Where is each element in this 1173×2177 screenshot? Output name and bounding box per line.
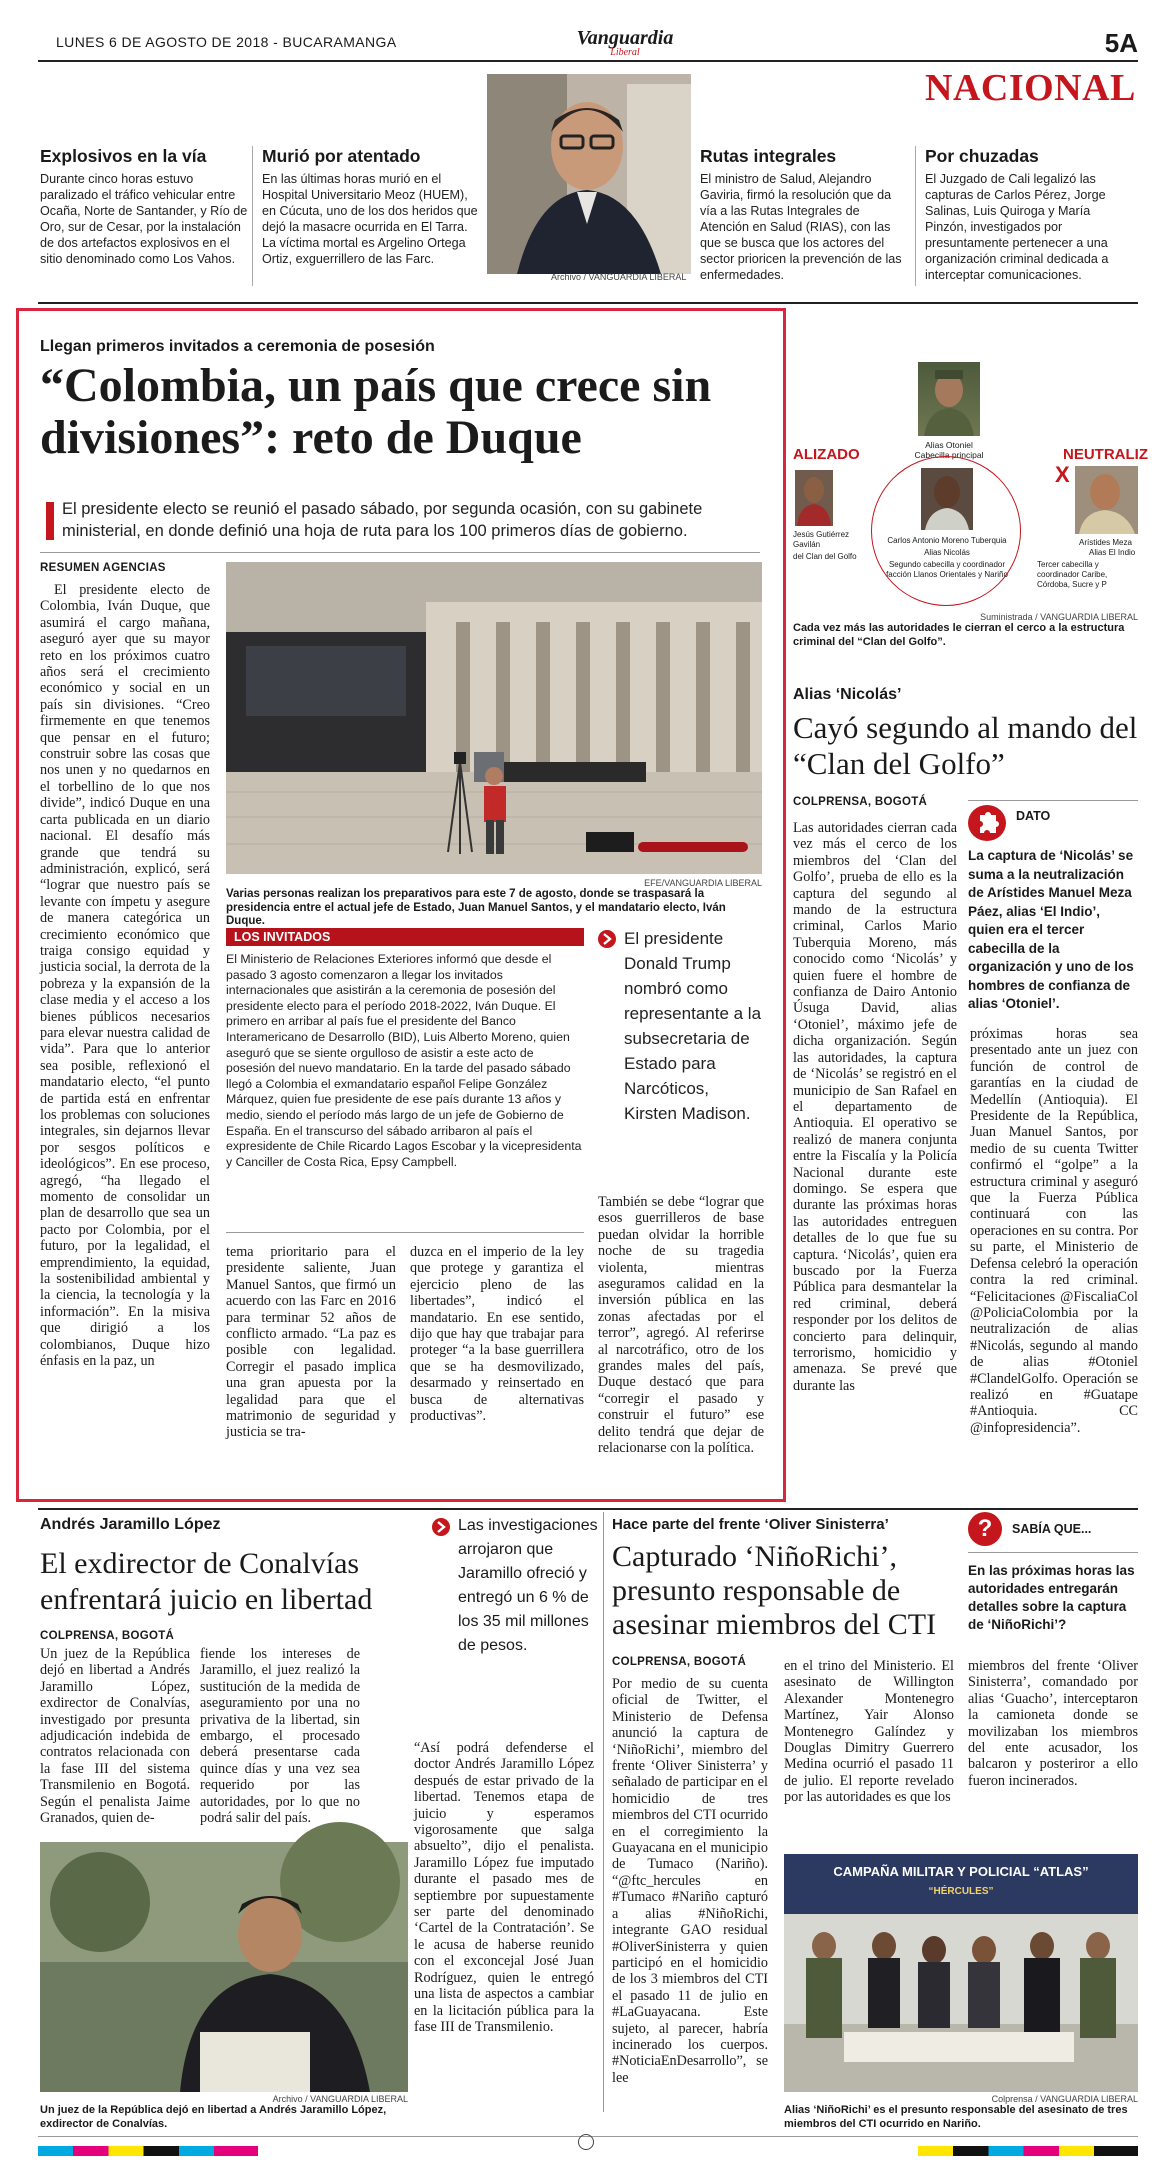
- puzzle-icon: [968, 805, 1006, 841]
- logo-main: Vanguardia: [576, 27, 674, 49]
- sabia-label: SABÍA QUE...: [1012, 1522, 1092, 1536]
- center-photo: [921, 468, 973, 530]
- ninorichi-col1: Por medio de su cuenta oficial de Twitter, el Ministerio de Defensa anunció la captura de ‘NiñoRichi’, miembro del frente ‘Oliver Sinisterra’ y señalado de participar en el homicidio de tres miembros del CTI ocurrido en el corregimiento la Guayacana en el municipio de Tumaco (Nariño). “@ftc_hercules en #Tumaco #Nariño capturó a alias #NiñoRichi, integrante GAO residual #OliverSinisterra y quien participó en el homicidio de los 3 miembros del CTI el pasado 11 de julio en #LaGuayacana. Este sujeto, al parecer, habría incinerado los cuerpos. #NoticiaEnDesarrollo”, se lee: [612, 1676, 768, 2086]
- brief-divider: [915, 146, 916, 286]
- main-col3: duzca en el imperio de la ley que protege y garantiza el ejercicio pleno de las libertades”, indicó el mandatario. En ese sentido, dijo que hay que trabajar para proteger “a la base guerrillera que se ha desmovilizado, desarmado y reinsertado en busca de alternativas productivas”.: [410, 1244, 584, 1425]
- invitados-bar: [226, 928, 584, 946]
- main-photo-caption: Varias personas realizan los preparativos para este 7 de agosto, donde se traspasará la presidencia entre el actual jefe de Estado, Juan Manuel Santos, y el mandatario electo, Iván Duque.: [226, 888, 726, 927]
- photo-banner-sub: “HÉRCULES”: [928, 1886, 994, 1897]
- right-role: Tercer cabecilla y coordinador Caribe, Córdoba, Sucre y P: [1037, 560, 1108, 589]
- invitados-box-rule: [226, 1232, 584, 1233]
- clan-col2: próximas horas sea presentado ante un juez con función de control de garantías en la ciudad de Medellín (Antioquia). El Presidente de la República, Juan Manuel Santos, por medio de su cuenta Twitter confirmó el “golpe” a la estructura criminal y aseguró que la Fuerza Pública continuará con las operaciones en su contra. Por su parte, el Ministerio de Defensa celebró la operación contra la red criminal. “Felicitaciones @FiscaliaCol @PoliciaColombia por la neutralización de alias #Nicolás, segundo al mando de alias #Otoniel #ClandelGolfo. Operación se realizó en #Guatape #Antioquia. CC @infopresidencia”.: [970, 1026, 1138, 1436]
- invitados-text: El Ministerio de Relaciones Exteriores informó que desde el pasado 3 agosto comenzaron a llegar los invitados internacionales que asistirán a la ceremonia de posesión del presidente electo para el período 2018-2022, Iván Duque. El primero en arribar al país fue el presidente del Banco Interamericano de Desarrollo (BID), Luis Alberto Moreno, quien aseguró que se siente orgulloso de asistir a este acto de posesión del nuevo mandatario. En la tarde del pasado sábado llegó a Colombia el exmandatario español Felipe González Márquez, quien fue presidente de ese país durante 13 años y medio, siendo el período más largo de un jefe de Gobierno de España. En el transcurso del sábado arribaron al país el expresidente de Chile Ricardo Lagos Escobar y la vicepresidenta y Canciller de Costa Rica, Epsy Campbell.: [226, 952, 582, 1169]
- gaviria-photo: [487, 74, 691, 274]
- brief-text: El Juzgado de Cali legalizó las capturas de Carlos Pérez, Jorge Salinas, Luis Quiroga y María Pinzón, investigados por presuntamente pertenecer a una organización criminal dedicada a interceptar comunicaciones.: [925, 172, 1109, 282]
- main-col2: tema prioritario para el presidente saliente, Juan Manuel Santos, que firmó un acuerdo con las Farc en 2016 para terminar 52 años de conflicto armado. “La paz es posible con legalidad. Corregir el pasado implica una gran apuesta por la legalidad para que el matrimonio de seguridad y justicia se tra-: [226, 1244, 396, 1441]
- center-alias: Alias Nicolás: [924, 548, 970, 557]
- logo-sub: Liberal: [610, 47, 640, 58]
- sabia-rule: [968, 1552, 1138, 1553]
- bottom-col-divider: [603, 1512, 604, 2112]
- ninorichi-kicker: Hace parte del frente ‘Oliver Sinisterra’: [612, 1516, 889, 1533]
- dato-label: DATO: [1016, 809, 1051, 823]
- registration-mark-icon: [578, 2134, 594, 2150]
- clan-headline: Cayó segundo al mando del “Clan del Golfo”: [793, 710, 1138, 781]
- page-number: 5A: [1104, 28, 1138, 58]
- center-name: Carlos Antonio Moreno Tuberquia: [887, 536, 1007, 545]
- invitados-title: LOS INVITADOS: [234, 930, 331, 944]
- dateline: LUNES 6 DE AGOSTO DE 2018 - BUCARAMANGA: [56, 34, 397, 50]
- brief-photo-credit: Archivo / VANGUARDIA LIBERAL: [551, 272, 687, 282]
- right-photo: [1075, 466, 1138, 534]
- clan-byline: COLPRENSA, BOGOTÁ: [793, 796, 928, 808]
- photo-banner: CAMPAÑA MILITAR Y POLICIAL “ATLAS”: [833, 1864, 1089, 1879]
- clan-col1: Las autoridades cierran cada vez más el cerco de los miembros del ‘Clan del Golfo’, prueba de ello es la captura del segundo al mando de la estructura criminal, Carlos Mario Tuberquia Moreno, más conocido como ‘Nicolás’ y quien fuere el hombre de confianza de Dairo Antonio Úsuga David, alias ‘Otoniel’, máximo jefe de dicha organización. Según las autoridades, la captura de ‘Nicolás’ se registró en el municipio de San Rafael en el departamento de Antioquia. El operativo se realizó de manera conjunta entre la Fiscalía y la Policía Nacional durante este domingo. Se espera que durante las próximas horas las autoridades entreguen detalles de lo que fue su captura. ‘Nicolás’, quien era buscado por la Fuerza Pública para desmantelar la red criminal, deberá responder por los delitos de concierto para delinquir, terrorismo, homicidio y amenaza. Se prevé que durante las: [793, 820, 957, 1394]
- conalvias-col2: fiende los intereses de Jaramillo, el juez realizó la sustitución de la medida de aseguramiento por una no privativa de la libertad, sin embargo, el procesado deberá presentarse cada quince días y una vez sea requerido por las autoridades, por lo que no podrá salir del país.: [200, 1646, 360, 1827]
- pullquote-arrow-icon: [598, 930, 616, 948]
- ninorichi-photo: [784, 1854, 1138, 2092]
- ninorichi-byline: COLPRENSA, BOGOTÁ: [612, 1656, 747, 1668]
- conalvias-pullquote: Las investigaciones arrojaron que Jaramillo ofreció y entregó un 6 % de los 35 mil millones de pesos.: [458, 1517, 598, 1654]
- sabia-box: [968, 1512, 1138, 1650]
- brief-murio: [262, 146, 482, 267]
- main-pullquote: El presidente Donald Trump nombró como representante a la subsecretaria de Estado para Narcóticos, Kirsten Madison.: [624, 929, 762, 1123]
- main-lead: El presidente electo se reunió el pasado sábado, por segunda ocasión, con su gabinete ministerial, en donde definió una hoja de ruta para los 100 primeros días de gobierno.: [62, 500, 703, 540]
- left-name: Jesús Gutiérrez: [793, 530, 850, 539]
- main-byline: RESUMEN AGENCIAS: [40, 562, 166, 574]
- conalvias-byline: COLPRENSA, BOGOTÁ: [40, 1630, 175, 1642]
- conalvias-photo-caption: Un juez de la República dejó en libertad a Andrés Jaramillo López, exdirector de Conalvías.: [40, 2104, 387, 2130]
- graphic-credit: Suministrada / VANGUARDIA LIBERAL: [980, 612, 1138, 622]
- lead-marker: [46, 502, 54, 540]
- ninorichi-photo-caption: Alias ‘NiñoRichi’ es el presunto responsable del asesinato de tres miembros del CTI ocurrido en Nariño.: [784, 2104, 1128, 2130]
- ninorichi-headline: Capturado ‘NiñoRichi’, presunto responsable de asesinar miembros del CTI: [612, 1540, 937, 1641]
- brief-rutas: [700, 146, 910, 283]
- page-header: [38, 28, 1138, 58]
- brief-title: Murió por atentado: [262, 146, 421, 166]
- otoniel-role: Cabecilla principal: [914, 450, 984, 460]
- brief-title: Por chuzadas: [925, 146, 1039, 166]
- bottom-rule: [38, 1508, 1138, 1510]
- brief-text: En las últimas horas murió en el Hospital Universitario Meoz (HUEM), en Cúcuta, uno de los dos heridos que dejó la masacre ocurrida en El Tarra. La víctima mortal es Argelino Ortega Ortiz, exguerrillero de las Farc.: [262, 172, 478, 266]
- left-alias: Gavilán: [793, 540, 821, 549]
- court-illustration: [40, 1842, 408, 2092]
- ninorichi-col2: en el trino del Ministerio. El asesinato de Willington Alexander Montenegro Martínez, Yair Alonso Montenegro Galíndez y Douglas Dimitry Guerrero Medina ocurrió el pasado 11 de julio. El reporte revelado por las autoridades es que los: [784, 1658, 954, 1806]
- ninorichi-photo-credit: Colprensa / VANGUARDIA LIBERAL: [991, 2094, 1138, 2104]
- left-role: del Clan del Golfo: [793, 552, 857, 561]
- brief-text: Durante cinco horas estuvo paralizado el tráfico vehicular entre Ocaña, Norte de Santander, y Río de Oro, sur de Cesar, por la instalación de dos artefactos explosivos en el sitio denominado como Los Vahos.: [40, 172, 248, 266]
- conalvias-col3: “Así podrá defenderse el doctor Andrés Jaramillo López después de estar privado de la libertad. Tenemos etapa de juicio y esperamos vigorosamente que salga absuelto”, dijo el penalista. Jaramillo López fue imputado durante el pasado mes de septiembre por supuestamente ser parte del denominado ‘Cartel de la Contratación’. Se le acusa de haberse reunido con el exconcejal José Juan Rodríguez, quien le entregó una lista de aspectos a cambiar en la licitación pública para la fase III de Transmilenio.: [414, 1740, 594, 2035]
- brief-title: Explosivos en la vía: [40, 146, 207, 166]
- question-icon: ?: [968, 1512, 1002, 1546]
- section-title: NACIONAL: [925, 67, 1136, 109]
- dato-box: [968, 800, 1138, 1016]
- brief-chuzadas: [925, 146, 1135, 283]
- conalvias-kicker: Andrés Jaramillo López: [40, 1516, 221, 1533]
- plaza-illustration: [226, 562, 762, 874]
- right-name: Arístides Meza: [1079, 538, 1132, 547]
- ninorichi-col3: miembros del frente ‘Oliver Sinisterra’, comandado por alias ‘Guacho’, interceptaron la camioneta donde se movilizaban los miembros del ente acusador, los balcaron y posteriror a ello fueron incinerados.: [968, 1658, 1138, 1789]
- main-col1: El presidente electo de Colombia, Iván Duque, que asumirá el cargo mañana, aseguró ayer que su mayor reto en los próximos cuatro años será el crecimiento económico y social en un país sin divisiones. “Creo firmemente en que tenemos que pensar en el futuro; construir sobre las cosas que nos unen y no quedarnos en el torbellino de lo que nos divide”, indicó Duque en una carta publicada en un diario nacional. El desafío más grande que tendrá su administración, explicó, será “lograr que nuestro país se levante con ímpetu y asegure de manera categórica un crecimiento económico que traiga consigo equidad y justicia social, la derrota de la pobreza y la expansión de la clase media y el acceso a los bienes públicos necesarios para elevar nuestra calidad de vida”. Para que lo anterior sea posible, reflexionó el mandatario electo, “el punto de partida está en enfrentar los problemas con soluciones integrales, sin dejarnos llevar por sesgos políticos e ideológicos”. En ese proceso, agregó, “ha llegado el momento de consolidar un plan de desarrollo que sea un pacto por Colombia, por el futuro, por la legalidad, el emprendimiento, la equidad, la sostenibilidad ambiental y la ciencia, la tecnología y la información”. En la misiva que dirigió a los colombianos, Duque hizo énfasis en la paz, un: [40, 582, 210, 1370]
- main-photo-credit: EFE/VANGUARDIA LIBERAL: [644, 878, 762, 888]
- main-photo: [226, 562, 762, 874]
- left-photo: [795, 470, 833, 526]
- sabia-text: En las próximas horas las autoridades entregarán detalles sobre la captura de ‘NiñoRichi’?: [968, 1563, 1135, 1632]
- neutralizado-left: ALIZADO: [793, 446, 860, 463]
- dato-text: La captura de ‘Nicolás’ se suma a la neutralización de Arístides Manuel Meza Páez, alias ‘El Indio’, quien era el tercer cabecilla de la organización y uno de los hombres de confianza de alias ‘Otoniel’.: [968, 848, 1134, 1011]
- brief-divider: [252, 146, 253, 286]
- color-bar-left: [38, 2146, 258, 2156]
- conalvias-col1: Un juez de la República dejó en libertad a Andrés Jaramillo López, exdirector de Conalvías, investigado por presunta adjudicación indebida de contratos relacionada con la fase III del sistema Transmilenio en Bogotá. Según el penalista Jaime Granados, quien de-: [40, 1646, 190, 1827]
- otoniel-photo: [918, 362, 980, 436]
- neutralized-x-icon: X: [1055, 462, 1070, 487]
- conalvias-photo: [40, 1842, 408, 2092]
- main-col4: También se debe “lograr que esos guerrilleros de base puedan olvidar la horrible noche de su tragedia violenta, mientras aseguramos calidad en la inversión pública en las zonas afectadas por el terror”, agregó. Al referirse al narcotráfico, otro de los grandes males del país, Duque destacó que para “corregir el pasado y construir el futuro” ese delito tendrá que dejar de relacionarse con la política.: [598, 1194, 764, 1457]
- center-role: Segundo cabecilla y coordinador facción Llanos Orientales y Nariño: [886, 560, 1008, 579]
- lead-rule: [40, 552, 760, 553]
- header-rule: [38, 60, 1138, 62]
- portrait-illustration: [487, 74, 691, 274]
- main-headline: “Colombia, un país que crece sin divisiones”: reto de Duque: [40, 359, 712, 464]
- graphic-caption: Cada vez más las autoridades le cierran el cerco a la estructura criminal del “Clan del Golfo”.: [793, 622, 1125, 648]
- brief-text: El ministro de Salud, Alejandro Gaviria, firmó la resolución que da vía a las Rutas Integrales de Atención en Salud (RIAS), con las que se busca que los actores del sector prioricen la prevención de las enfermedades.: [700, 172, 902, 282]
- conalvias-pullquote-arrow-icon: [432, 1518, 450, 1536]
- color-bar-right: [918, 2146, 1138, 2156]
- main-kicker: Llegan primeros invitados a ceremonia de posesión: [40, 338, 435, 355]
- neutralizado-right: NEUTRALIZ: [1063, 446, 1148, 463]
- conalvias-headline: El exdirector de Conalvías enfrentará juicio en libertad: [40, 1547, 373, 1616]
- brief-title: Rutas integrales: [700, 146, 837, 166]
- masthead-logo: [560, 28, 690, 58]
- clan-kicker: Alias ‘Nicolás’: [793, 686, 902, 703]
- conalvias-photo-credit: Archivo / VANGUARDIA LIBERAL: [272, 2094, 408, 2104]
- briefs-bottom-rule: [38, 302, 1138, 304]
- clan-graphic: [793, 350, 1148, 648]
- otoniel-label: Alias Otoniel: [925, 440, 973, 450]
- right-alias: Alias El Indio: [1089, 548, 1136, 557]
- brief-explosivos: [40, 146, 250, 267]
